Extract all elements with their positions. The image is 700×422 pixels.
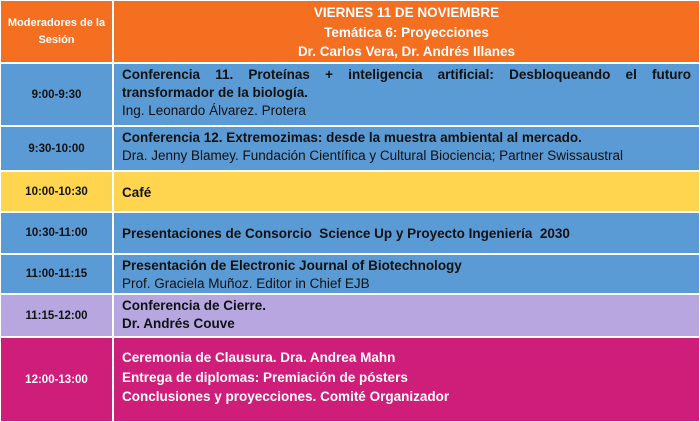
moderators-names: Dr. Carlos Vera, Dr. Andrés Illanes bbox=[297, 44, 516, 59]
time-cell bbox=[0, 212, 113, 254]
time-label: 11:15-12:00 bbox=[25, 309, 88, 322]
time-label: 10:30-11:00 bbox=[25, 227, 88, 239]
table-row bbox=[0, 294, 700, 337]
day-title: VIERNES 11 DE NOVIEMBRE bbox=[313, 5, 500, 20]
activity-speaker: Ing. Leonardo Álvarez. Protera bbox=[122, 103, 306, 118]
activity-title: Presentación de Electronic Journal of Biotechnology bbox=[122, 258, 462, 273]
time-cell bbox=[0, 254, 113, 294]
activity-cell bbox=[113, 294, 700, 337]
table-row bbox=[0, 171, 700, 212]
time-label: 9:30-10:00 bbox=[28, 142, 85, 155]
activity-cell bbox=[113, 126, 700, 171]
time-cell bbox=[0, 63, 113, 126]
activity-cell bbox=[113, 171, 700, 212]
table-header-row bbox=[0, 0, 700, 63]
activity-speaker: Prof. Graciela Muñoz. Editor in Chief EJB bbox=[122, 276, 370, 291]
table-row bbox=[0, 126, 700, 171]
time-label: 10:00-10:30 bbox=[25, 185, 88, 198]
table-row bbox=[0, 254, 700, 294]
time-cell bbox=[0, 126, 113, 171]
diplomas-line: Entrega de diplomas: Premiación de pósters bbox=[122, 369, 408, 385]
activity-title: Presentaciones de Consorcio Science Up y Proyecto Ingeniería 2030 bbox=[122, 226, 570, 241]
table-row bbox=[0, 63, 700, 126]
time-label: 9:00-9:30 bbox=[31, 88, 82, 101]
activity-title: Conferencia 12. Extremozimas: desde la muestra ambiental al mercado. bbox=[122, 130, 582, 145]
table-row bbox=[0, 337, 700, 422]
activity-cell bbox=[113, 254, 700, 294]
theme-title: Temática 6: Proyecciones bbox=[324, 24, 489, 40]
activity-title: Conferencia de Cierre. bbox=[122, 298, 267, 313]
session-header bbox=[113, 0, 700, 63]
time-label: 12:00-13:00 bbox=[25, 373, 88, 386]
activity-speaker: Dra. Jenny Blamey. Fundación Científica y Cultural Biociencia; Partner Swissaustral bbox=[122, 148, 623, 163]
ceremony-line: Ceremonia de Clausura. Dra. Andrea Mahn bbox=[122, 350, 396, 365]
moderators-label-text: Moderadores de la Sesión bbox=[7, 16, 106, 46]
time-cell bbox=[0, 294, 113, 337]
activity-title: Café bbox=[122, 184, 152, 200]
activity-cell bbox=[113, 337, 700, 422]
table-row bbox=[0, 212, 700, 254]
activity-speaker: Dr. Andrés Couve bbox=[122, 316, 235, 331]
activity-title: Conferencia 11. Proteínas + inteligencia artificial: Desbloqueando el futuro transformador de la biología. bbox=[122, 67, 691, 100]
activity-cell bbox=[113, 63, 700, 126]
conclusions-line: Conclusiones y proyecciones. Comité Organizador bbox=[122, 389, 450, 404]
activity-cell bbox=[113, 212, 700, 254]
moderators-label bbox=[0, 0, 113, 63]
time-label: 11:00-11:15 bbox=[25, 268, 88, 280]
time-cell bbox=[0, 337, 113, 422]
time-cell bbox=[0, 171, 113, 212]
